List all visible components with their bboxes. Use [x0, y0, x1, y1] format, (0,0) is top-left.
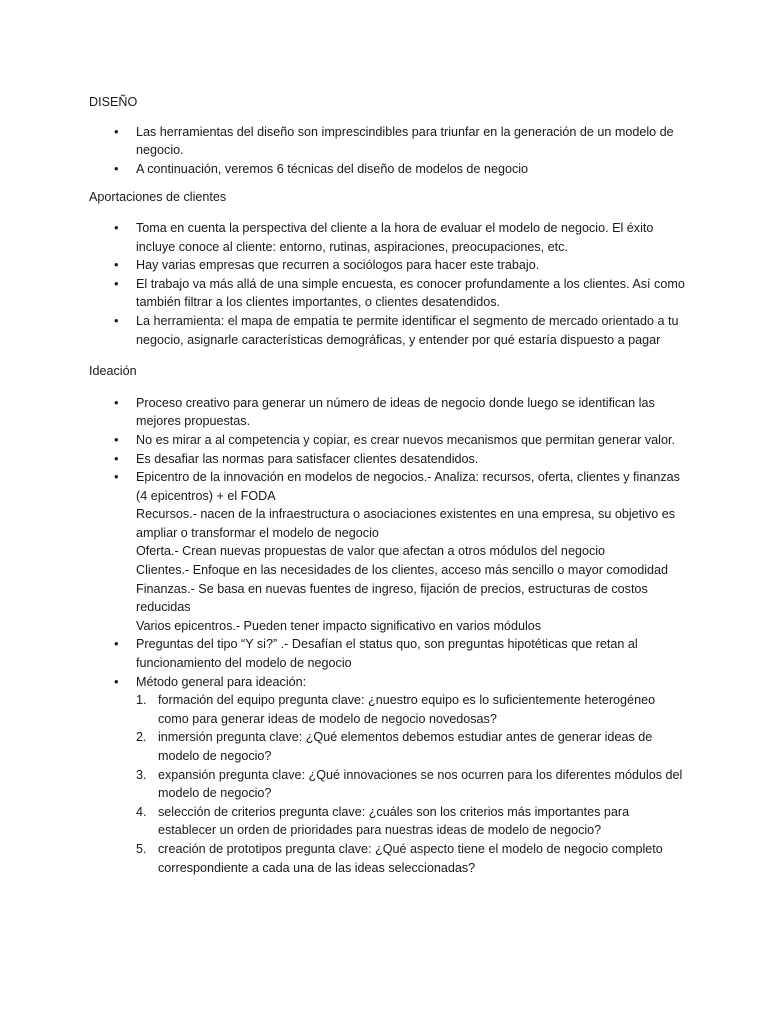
bullet-item: • A continuación, veremos 6 técnicas del diseño de modelos de negocio	[89, 160, 688, 179]
metodo-steps-list	[136, 691, 688, 877]
epicentro-line: Finanzas.- Se basa en nuevas fuentes de ingreso, fijación de precios, estructuras de costos reducidas	[136, 581, 648, 615]
bullet-item-epicentro	[89, 468, 688, 635]
step-text: selección de criterios pregunta clave: ¿cuáles son los criterios más importantes para establecer un orden de prioridades para nuestras ideas de modelo de negocio?	[158, 804, 630, 838]
bullet-item: • Es desafiar las normas para satisfacer clientes desatendidos.	[89, 450, 688, 469]
metodo-step	[136, 840, 688, 877]
step-text: formación del equipo pregunta clave: ¿nuestro equipo es lo suficientemente heterogéneo como para generar ideas de modelo de negocio novedosas?	[158, 693, 656, 726]
bullet-item: • Hay varias empresas que recurren a sociólogos para hacer este trabajo.	[89, 256, 688, 275]
step-text: inmersión pregunta clave: ¿Qué elementos debemos estudiar antes de generar ideas de modelo de negocio?	[158, 730, 653, 763]
bullet-item: • Toma en cuenta la perspectiva del cliente a la hora de evaluar el modelo de negocio. El éxito incluye conoce al cliente: entorno, rutinas, aspiraciones, preocupaciones, etc.	[89, 219, 688, 256]
step-number: 2.	[136, 730, 147, 745]
step-number: 1.	[136, 693, 147, 708]
section-heading-ideacion: Ideación	[89, 364, 137, 379]
metodo-title: Método general para ideación:	[136, 674, 307, 689]
bullet-item: • La herramienta: el mapa de empatía te permite identificar el segmento de mercado orientado a tu negocio, asignarle características demográficas, y entender por qué estaría dispuesto a pagar	[89, 312, 688, 349]
metodo-step	[136, 728, 688, 765]
bullet-item: • Proceso creativo para generar un número de ideas de negocio donde luego se identifican las mejores propuestas.	[89, 394, 688, 431]
step-number: 5.	[136, 841, 147, 856]
bullet-item: • El trabajo va más allá de una simple encuesta, es conocer profundamente a los clientes. Así como también filtrar a los clientes importantes, o clientes desatendidos.	[89, 275, 688, 312]
bullet-item: • No es mirar a al competencia y copiar, es crear nuevos mecanismos que permitan generar valor.	[89, 431, 688, 450]
bullet-list-aportaciones	[89, 219, 688, 349]
epicentro-line: Recursos.- nacen de la infraestructura o asociaciones existentes en una empresa, su objetivo es ampliar o transformar el modelo de negocio	[136, 507, 676, 540]
bullet-list-diseno	[89, 123, 688, 179]
epicentro-line: Oferta.- Crean nuevas propuestas de valor que afectan a otros módulos del negocio	[136, 544, 606, 559]
metodo-step	[136, 691, 688, 728]
metodo-step	[136, 803, 688, 840]
bullet-item-metodo	[89, 673, 688, 878]
step-text: creación de prototipos pregunta clave: ¿Qué aspecto tiene el modelo de negocio completo correspondiente a cada una de las ideas seleccionadas?	[158, 841, 663, 875]
bullet-item: • Las herramientas del diseño son imprescindibles para triunfar en la generación de un modelo de negocio.	[89, 123, 688, 160]
epicentro-line: Varios epicentros.- Pueden tener impacto significativo en varios módulos	[136, 618, 542, 633]
step-number: 3.	[136, 767, 147, 782]
section-heading-diseno: DISEÑO	[89, 95, 138, 109]
metodo-step	[136, 766, 688, 803]
step-number: 4.	[136, 804, 147, 819]
epicentro-intro: • Epicentro de la innovación en modelos de negocios.- Analiza: recursos, oferta, clientes y finanzas (4 epicentros) + el FODA	[136, 470, 680, 503]
step-text: expansión pregunta clave: ¿Qué innovaciones se nos ocurren para los diferentes módulos del modelo de negocio?	[158, 767, 683, 801]
bullet-item-preguntas: • Preguntas del tipo “Y si?” .- Desafían el status quo, son preguntas hipotéticas que retan al funcionamiento del modelo de negocio	[89, 635, 688, 672]
bullet-list-ideacion	[89, 394, 688, 877]
section-heading-aportaciones: Aportaciones de clientes	[89, 190, 227, 205]
epicentro-line: Clientes.- Enfoque en las necesidades de los clientes, acceso más sencillo o mayor comodidad	[136, 563, 669, 578]
